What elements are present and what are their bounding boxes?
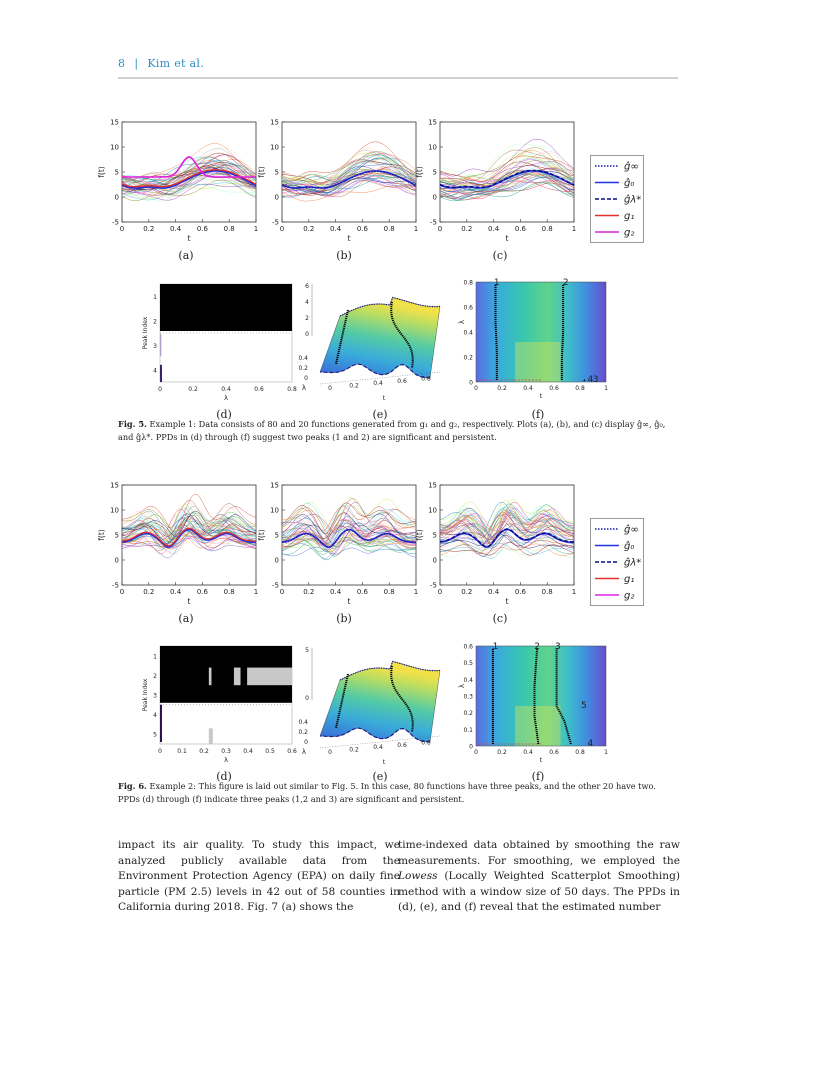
x-tick-label: 0.8 xyxy=(383,588,395,596)
x-tick-label: 1 xyxy=(604,385,608,392)
x-tick-label: 0.2 xyxy=(461,588,473,596)
y-tick-label: 4 xyxy=(153,367,157,375)
legend-g2-label: g₂ xyxy=(624,590,635,602)
t-tick-label: 0.6 xyxy=(397,741,407,749)
lambda-axis-label: λ xyxy=(301,384,307,392)
x-tick-label: 0.8 xyxy=(575,385,585,392)
x-axis-label: t xyxy=(187,234,191,243)
y-tick-label: 10 xyxy=(270,143,279,152)
x-tick-label: 0 xyxy=(437,588,443,596)
y-tick-label: 0.4 xyxy=(463,676,473,684)
y-tick-label: 0.6 xyxy=(463,643,473,651)
x-tick-label: 1 xyxy=(413,588,419,596)
fig6-panel-a xyxy=(96,479,262,609)
peak-label: 3 xyxy=(592,375,599,385)
peak-label: 3 xyxy=(555,642,561,652)
persistence-gray-block xyxy=(247,668,292,686)
legend-g1-label: g₁ xyxy=(624,574,635,585)
x-tick-label: 0.4 xyxy=(221,386,231,393)
fig6-panel-d xyxy=(140,640,300,768)
x-tick-label: 1 xyxy=(253,588,259,596)
x-tick-label: 0.8 xyxy=(575,749,585,756)
fig6-label-e: (e) xyxy=(372,770,388,783)
surface xyxy=(320,662,440,743)
x-tick-label: 0.2 xyxy=(199,748,209,755)
y-tick-label: 0 xyxy=(432,193,437,202)
y-tick-label: 15 xyxy=(428,481,437,490)
x-tick-label: 0.4 xyxy=(170,225,182,233)
x-tick-label: 1 xyxy=(413,225,419,233)
x-tick-label: 0 xyxy=(119,225,125,233)
legend-g-lambda-label: ĝλ* xyxy=(624,194,642,206)
x-tick-label: 0.2 xyxy=(188,386,198,393)
x-tick-label: 0.8 xyxy=(223,225,235,233)
y-axis-label: f(t) xyxy=(415,166,424,178)
x-tick-label: 0.1 xyxy=(177,748,187,755)
fig5-panel-d xyxy=(140,278,300,406)
persistence-gray-block xyxy=(209,728,213,744)
fig6-panel-e xyxy=(300,640,460,770)
t-tick-label: 0.8 xyxy=(421,375,431,383)
y-tick-label: 4 xyxy=(153,712,157,720)
x-tick-label: 0.3 xyxy=(221,748,231,755)
x-tick-label: 0.2 xyxy=(461,225,473,233)
fig6-caption xyxy=(118,780,680,806)
fig5-label-d: (d) xyxy=(216,408,232,421)
x-tick-label: 0.2 xyxy=(497,749,507,756)
fig6-label-b: (b) xyxy=(336,612,352,625)
x-tick-label: 0.2 xyxy=(143,588,155,596)
y-tick-label: 1 xyxy=(153,653,157,661)
peak-label: 5 xyxy=(581,701,587,711)
fig5-caption-text: Example 1: Data consists of 80 and 20 functions generated from g₁ and g₂, respectively. Plots (a), (b), and (c) display ĝ∞, ĝ₀, and ĝλ*. PPDs in (d) through (f) suggest two peaks (1 and 2) are significant and persistent. xyxy=(118,419,666,442)
fig6-panel-c xyxy=(414,479,580,609)
fig6-legend xyxy=(590,518,644,606)
y-tick-label: 10 xyxy=(428,143,437,152)
x-tick-label: 0.6 xyxy=(514,588,526,596)
y-tick-label: 5 xyxy=(432,168,437,177)
x-tick-label: 0.4 xyxy=(488,225,500,233)
y-tick-label: 5 xyxy=(153,731,157,739)
x-tick-label: 0.2 xyxy=(497,385,507,392)
t-tick-label: 0.2 xyxy=(349,382,359,390)
y-tick-label: 5 xyxy=(274,531,279,540)
x-tick-label: 0.4 xyxy=(170,588,182,596)
peak-label: 2 xyxy=(534,642,540,652)
y-tick-label: 0.2 xyxy=(463,354,473,362)
z-tick-label: 0 xyxy=(305,331,309,338)
t-tick-label: 0 xyxy=(328,385,332,392)
legend-g-inf-label: ĝ∞ xyxy=(624,161,639,173)
z-tick-label: 5 xyxy=(305,647,309,654)
fig6-caption-text: Example 2: This figure is laid out similar to Fig. 5. In this case, 80 functions have three peaks, and the other 20 have two. PPDs (d) through (f) indicate three peaks (1,2 and 3) are significant and persistent. xyxy=(118,781,656,804)
x-axis-label: t xyxy=(539,756,543,764)
x-tick-label: 0.6 xyxy=(356,225,368,233)
lambda-tick-label: 0 xyxy=(304,739,308,746)
y-axis-label: f(t) xyxy=(97,529,106,541)
z-tick-label: 2 xyxy=(305,315,309,322)
y-tick-label: 0 xyxy=(469,743,473,751)
x-tick-label: 0.6 xyxy=(514,225,526,233)
x-tick-label: 0.4 xyxy=(330,588,342,596)
y-tick-label: 15 xyxy=(270,481,279,490)
surface xyxy=(320,298,440,379)
y-tick-label: 10 xyxy=(270,506,279,515)
running-header xyxy=(118,57,204,70)
peak-label: 4 xyxy=(587,739,594,749)
y-tick-label: 0.8 xyxy=(463,279,473,287)
x-tick-label: 0 xyxy=(474,385,478,392)
fig5-label-a: (a) xyxy=(178,249,194,262)
fig6-panel-b xyxy=(253,479,422,609)
legend-g-lambda-label: ĝλ* xyxy=(624,557,642,569)
y-tick-label: -5 xyxy=(430,218,437,227)
persistence-gray-block xyxy=(209,668,212,686)
y-tick-label: 10 xyxy=(428,506,437,515)
x-tick-label: 0.6 xyxy=(196,225,208,233)
fig6-label-a: (a) xyxy=(178,612,194,625)
legend-g-inf-label: ĝ∞ xyxy=(624,524,639,536)
y-tick-label: 3 xyxy=(153,342,157,350)
y-tick-label: -5 xyxy=(112,218,119,227)
x-tick-label: 0.4 xyxy=(523,749,533,756)
x-axis-label: t xyxy=(347,597,351,606)
peak-label: 1 xyxy=(493,278,500,288)
body-right-column xyxy=(398,838,680,916)
x-tick-label: 1 xyxy=(604,749,608,756)
x-tick-label: 0.8 xyxy=(223,588,235,596)
fig5-panel-b xyxy=(253,116,422,246)
x-tick-label: 0.6 xyxy=(549,749,559,756)
fig5-caption-label: Fig. 5. xyxy=(118,419,147,429)
x-tick-label: 0.2 xyxy=(143,225,155,233)
x-tick-label: 0.8 xyxy=(383,225,395,233)
x-tick-label: 0.8 xyxy=(541,225,553,233)
y-axis-label: f(t) xyxy=(257,166,266,178)
t-tick-label: 0.4 xyxy=(373,744,383,752)
legend-graphic xyxy=(591,156,643,242)
fig5-label-f: (f) xyxy=(531,408,545,421)
x-tick-label: 0.6 xyxy=(549,385,559,392)
fig6-panel-f xyxy=(458,640,618,770)
y-tick-label: 0 xyxy=(114,193,119,202)
heatmap-hotspot xyxy=(515,342,561,382)
x-tick-label: 0.4 xyxy=(243,748,253,755)
body-right-em: Lowess xyxy=(398,870,438,883)
y-tick-label: 1 xyxy=(153,293,157,301)
fig6-caption-label: Fig. 6. xyxy=(118,781,147,791)
y-tick-label: -5 xyxy=(272,581,279,590)
x-tick-label: 0.6 xyxy=(356,588,368,596)
x-axis-label: λ xyxy=(224,394,228,402)
persistence-gray-block xyxy=(234,668,241,686)
header-rule xyxy=(118,77,678,79)
t-axis-label: t xyxy=(382,394,386,402)
header-authors: Kim et al. xyxy=(147,57,204,70)
y-tick-label: -5 xyxy=(272,218,279,227)
header-separator: | xyxy=(134,57,139,70)
fig6-label-f: (f) xyxy=(531,770,545,783)
t-tick-label: 0.6 xyxy=(397,377,407,385)
y-tick-label: 0.6 xyxy=(463,304,473,312)
x-tick-label: 0.2 xyxy=(303,225,315,233)
z-tick-label: 4 xyxy=(305,299,309,306)
fig6-label-d: (d) xyxy=(216,770,232,783)
x-axis-label: λ xyxy=(224,756,228,764)
lambda-tick-label: 0.2 xyxy=(298,729,308,736)
persistence-low-bar xyxy=(160,334,161,356)
y-tick-label: 0 xyxy=(274,556,279,565)
x-tick-label: 0 xyxy=(279,588,285,596)
x-tick-label: 0.4 xyxy=(523,385,533,392)
y-axis-label: λ xyxy=(458,319,466,325)
y-axis-label: Peak Index xyxy=(142,678,149,712)
y-tick-label: 15 xyxy=(270,118,279,127)
fig5-label-c: (c) xyxy=(492,249,508,262)
y-tick-label: 15 xyxy=(110,481,119,490)
y-tick-label: 0.3 xyxy=(463,693,473,701)
x-axis-label: t xyxy=(187,597,191,606)
x-tick-label: 0 xyxy=(158,386,162,393)
y-axis-label: λ xyxy=(458,683,466,689)
x-tick-label: 0.6 xyxy=(287,748,297,755)
x-tick-label: 1 xyxy=(571,225,577,233)
x-tick-label: 0 xyxy=(119,588,125,596)
lambda-axis-label: λ xyxy=(301,748,307,756)
x-tick-label: 0 xyxy=(437,225,443,233)
x-tick-label: 0 xyxy=(474,749,478,756)
y-axis-label: f(t) xyxy=(257,529,266,541)
x-tick-label: 0 xyxy=(279,225,285,233)
x-tick-label: 0.4 xyxy=(488,588,500,596)
body-right-post: (Locally Weighted Scatterplot Smoothing) method with a window size of 50 days. The PPDs in (d), (e), and (f) reveal that the estimated number xyxy=(398,870,680,914)
y-tick-label: 0.5 xyxy=(463,660,473,668)
y-tick-label: 5 xyxy=(114,531,119,540)
x-tick-label: 0.8 xyxy=(287,386,297,393)
persistence-band xyxy=(160,284,292,331)
y-tick-label: 10 xyxy=(110,143,119,152)
lambda-tick-label: 0.4 xyxy=(298,355,308,362)
fig5-panel-a xyxy=(96,116,262,246)
lambda-tick-label: 0.2 xyxy=(298,365,308,372)
fig5-legend xyxy=(590,155,644,243)
x-tick-label: 0.4 xyxy=(330,225,342,233)
y-tick-label: 15 xyxy=(110,118,119,127)
z-tick-label: 0 xyxy=(305,695,309,702)
persistence-low-bar xyxy=(160,365,162,382)
y-axis-label: Peak Index xyxy=(142,316,149,350)
fig5-label-e: (e) xyxy=(372,408,388,421)
legend-g2-label: g₂ xyxy=(624,227,635,239)
y-tick-label: -5 xyxy=(112,581,119,590)
y-tick-label: 0 xyxy=(469,379,473,387)
x-tick-label: 0.8 xyxy=(541,588,553,596)
x-axis-label: t xyxy=(539,392,543,400)
lambda-tick-label: 0 xyxy=(304,375,308,382)
legend-g0-label: ĝ₀ xyxy=(624,541,635,552)
peak-label: 4 xyxy=(587,375,594,385)
x-tick-label: 0.5 xyxy=(265,748,275,755)
y-tick-label: 0.4 xyxy=(463,329,473,337)
x-tick-label: 1 xyxy=(571,588,577,596)
fig5-panel-f xyxy=(458,276,618,406)
legend-graphic xyxy=(591,519,643,605)
x-axis-label: t xyxy=(347,234,351,243)
fig5-panel-e xyxy=(300,276,460,406)
t-tick-label: 0.2 xyxy=(349,746,359,754)
y-tick-label: 0.2 xyxy=(463,710,473,718)
x-axis-label: t xyxy=(505,597,509,606)
y-tick-label: 3 xyxy=(153,692,157,700)
lambda-tick-label: 0.4 xyxy=(298,719,308,726)
peak-label: 1 xyxy=(492,642,499,652)
x-tick-label: 1 xyxy=(253,225,259,233)
x-tick-label: 0.6 xyxy=(254,386,264,393)
x-tick-label: 0.2 xyxy=(303,588,315,596)
t-tick-label: 0.8 xyxy=(421,739,431,747)
x-axis-label: t xyxy=(505,234,509,243)
x-tick-label: 0.6 xyxy=(196,588,208,596)
z-tick-label: 6 xyxy=(305,283,309,290)
y-tick-label: -5 xyxy=(430,581,437,590)
legend-g0-label: ĝ₀ xyxy=(624,178,635,189)
page-number: 8 xyxy=(118,57,126,70)
y-tick-label: 15 xyxy=(428,118,437,127)
y-tick-label: 0.1 xyxy=(463,726,473,734)
t-axis-label: t xyxy=(382,758,386,766)
y-tick-label: 0 xyxy=(274,193,279,202)
y-tick-label: 0 xyxy=(432,556,437,565)
body-right-pre: time-indexed data obtained by smoothing the raw measurements. For smoothing, we employed the xyxy=(398,839,680,867)
y-tick-label: 0 xyxy=(114,556,119,565)
fig5-caption xyxy=(118,418,680,444)
legend-g1-label: g₁ xyxy=(624,211,635,222)
fig5-panel-c xyxy=(414,116,580,246)
y-tick-label: 5 xyxy=(274,168,279,177)
fig5-label-b: (b) xyxy=(336,249,352,262)
y-tick-label: 5 xyxy=(114,168,119,177)
t-tick-label: 0.4 xyxy=(373,380,383,388)
body-left-column: impact its air quality. To study this impact, we analyzed publicly available data from the Environment Protection Agency (EPA) on daily fine particle (PM 2.5) levels in 42 out of 58 counties in California during 2018. Fig. 7 (a) shows the xyxy=(118,839,400,914)
persistence-low-bar xyxy=(160,705,162,742)
peak-label: 2 xyxy=(562,278,569,288)
y-axis-label: f(t) xyxy=(415,529,424,541)
t-tick-label: 0 xyxy=(328,749,332,756)
y-axis-label: f(t) xyxy=(97,166,106,178)
y-tick-label: 2 xyxy=(153,318,157,326)
x-tick-label: 0 xyxy=(158,748,162,755)
fig6-label-c: (c) xyxy=(492,612,508,625)
y-tick-label: 10 xyxy=(110,506,119,515)
y-tick-label: 2 xyxy=(153,672,157,680)
y-tick-label: 5 xyxy=(432,531,437,540)
